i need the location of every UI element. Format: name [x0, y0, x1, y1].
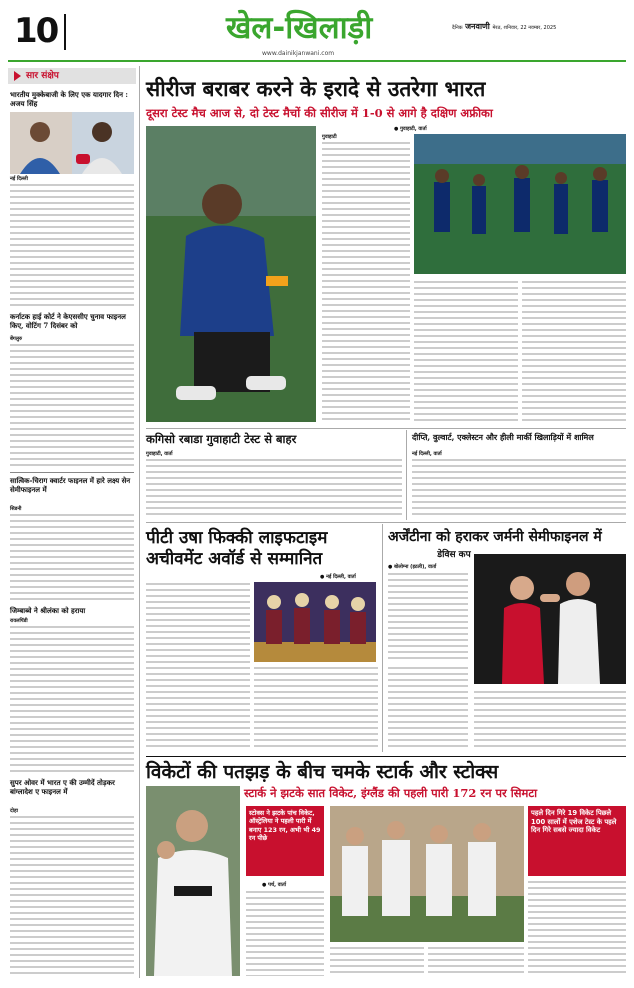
section-title: खेल-खिलाड़ी — [226, 10, 373, 46]
sidebar-story2-place: बेंगलुरु — [10, 336, 23, 342]
stokes-headline: विकेटों की पतझड़ के बीच चमके स्टार्क और स्टोक्स — [146, 761, 499, 783]
sidebar-story5-title: सुपर ओवर में भारत ए की उम्मीदें तोड़कर बांग्लादेश ए फाइनल में — [10, 778, 115, 796]
sidebar-story4-body — [10, 625, 134, 773]
tennis-players-image — [474, 554, 626, 684]
bottom-rule — [146, 756, 626, 757]
lead-headline: सीरीज बराबर करने के इरादे से उतरेगा भारत — [146, 76, 486, 101]
lead-body-col3 — [522, 280, 626, 422]
sidebar-story1-caption: नई दिल्ली — [10, 176, 28, 182]
sidebar-story3-body — [10, 513, 134, 601]
stokes-byline: ● पर्थ, वार्ता — [262, 882, 286, 888]
argentina-byline: ● बोलोग्ना (इटली), वार्ता — [388, 564, 437, 570]
sidebar-story4-title: जिम्बाब्वे ने श्रीलंका को हराया — [10, 606, 86, 615]
ashes-pullquote — [528, 806, 626, 876]
sidebar-story5-place: दोहा — [10, 808, 18, 814]
pt-usha-body-col2 — [254, 666, 378, 750]
starc-team-image — [330, 806, 524, 942]
sidebar-header — [8, 68, 136, 84]
argentina-body-col2 — [388, 666, 468, 750]
pt-usha-body-col1 — [146, 582, 250, 750]
rabada-dateline: गुवाहाटी, वार्ता — [146, 451, 173, 457]
masthead — [0, 0, 634, 62]
tennis-photo — [474, 554, 626, 684]
lead-byline: ● गुवाहाटी, वार्ता — [394, 126, 427, 132]
paper-nameplate — [452, 22, 556, 33]
page-number: 10 — [14, 11, 58, 51]
lead-subheadline: दूसरा टेस्ट मैच आज से, दो टेस्ट मैचों की सीरीज में 1-0 से आगे है दक्षिण अफ्रीका — [146, 106, 493, 120]
lead-body-col1 — [322, 141, 410, 422]
stokes-pullquote — [246, 806, 324, 876]
lead-photo-practice — [414, 134, 626, 274]
pt-usha-photo — [254, 582, 376, 662]
lead-dateline: गुवाहाटी — [322, 134, 337, 140]
rabada-body — [146, 458, 402, 518]
sidebar-story3-title: सात्विक-चिराग क्वार्टर फाइनल में हारे लक्ष्य सेन सेमीफाइनल में — [10, 476, 131, 494]
stokes-image — [146, 786, 240, 976]
boxer-photo — [10, 112, 134, 174]
stokes-pullquote-text: स्टोक्स ने झटके पांच विकेट, ऑस्ट्रेलिया ने पहली पारी में बनाए 123 रन, अभी भी 49 रन पीछे — [249, 809, 321, 843]
sidebar-story2-body — [10, 343, 134, 467]
dipti-dateline: नई दिल्ली, वार्ता — [412, 451, 442, 457]
stokes-body-col4 — [528, 880, 626, 976]
stokes-body-col1 — [246, 890, 324, 976]
stokes-body-col3 — [428, 946, 524, 976]
sidebar-story1-body — [10, 183, 134, 307]
sidebar — [8, 66, 136, 978]
website-url: www.dainikjanwani.com — [262, 50, 335, 57]
page-number-divider — [64, 14, 66, 50]
sidebar-vertical-rule — [139, 66, 140, 978]
row3-vertical-rule — [382, 524, 383, 752]
lead-photo-bumrah — [146, 126, 316, 422]
stokes-subheadline: स्टार्क ने झटके सात विकेट, इंग्लैंड की पहली पारी 172 रन पर सिमटा — [244, 786, 538, 800]
dateline: मेरठ, शनिवार, 22 नवम्बर, 2025 — [492, 25, 557, 31]
sidebar-story1-title: भारतीय मुक्केबाजी के लिए एक यादगार दिन : अजय सिंह — [10, 90, 128, 108]
sidebar-story5-body — [10, 815, 134, 975]
argentina-headline: अर्जेंटीना को हराकर जर्मनी सेमीफाइनल में — [388, 529, 602, 545]
rabada-headline: कगिसो रबाडा गुवाहाटी टेस्ट से बाहर — [146, 432, 297, 446]
paper-name: जनवाणी — [465, 22, 490, 31]
bumrah-image — [146, 126, 316, 422]
lead-body-col2 — [414, 280, 518, 422]
row3-rule — [146, 522, 626, 523]
boxers-image — [10, 112, 134, 174]
masthead-rule — [8, 60, 626, 62]
argentina-kicker: डेविस कप — [437, 550, 471, 560]
sidebar-story3-place: सिडनी — [10, 506, 22, 512]
ashes-pullquote-text: पहले दिन गिरे 19 विकेट पिछले 100 सालों में एशेज टेस्ट के पहले दिन गिरे सबसे ज्यादा विकेट — [531, 809, 617, 835]
mid-rule — [146, 428, 626, 429]
mid-vertical-rule — [406, 430, 407, 520]
dipti-headline: दीप्ति, वुल्वार्ट, एक्लेस्टन और हीली मार्की खिलाड़ियों में शामिल — [412, 432, 594, 442]
stokes-body-col2 — [330, 946, 424, 976]
pt-usha-byline: ● नई दिल्ली, वार्ता — [320, 574, 356, 580]
pt-usha-headline: पीटी उषा फिक्की लाइफटाइम अचीवमेंट अवॉर्ड से सम्मानित — [146, 528, 328, 569]
argentina-body-col1 — [388, 572, 468, 660]
starc-photo — [330, 806, 524, 942]
argentina-body-col3 — [474, 690, 626, 750]
team-practice-image — [414, 134, 626, 274]
sidebar-header-icon — [14, 71, 21, 81]
stokes-photo — [146, 786, 240, 976]
award-ceremony-image — [254, 582, 376, 662]
sidebar-header-text: सार संक्षेप — [26, 71, 59, 81]
paper-prefix: दैनिक — [452, 25, 463, 31]
dipti-body — [412, 458, 626, 518]
sidebar-story2-title: कर्नाटक हाई कोर्ट ने केएससीए चुनाव फाइनल किए, वोटिंग 7 दिसंबर को — [10, 312, 126, 330]
sidebar-story4-place: रावलपिंडी — [10, 618, 28, 624]
sidebar-divider — [10, 472, 134, 473]
